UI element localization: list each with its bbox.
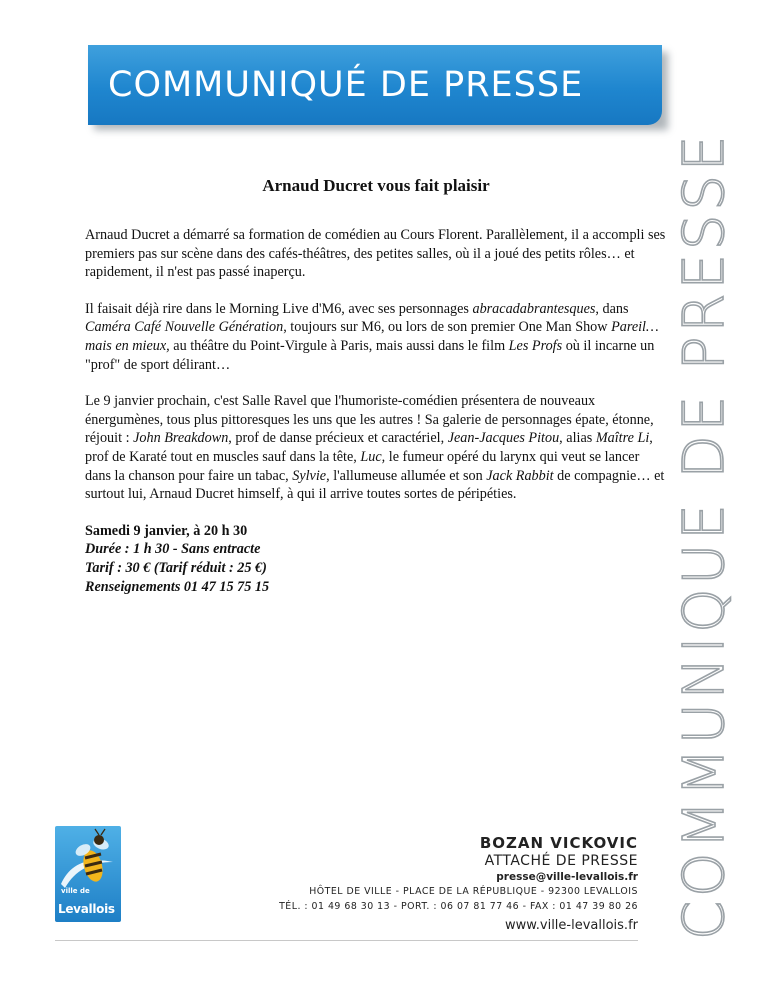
contact-name: BOZAN VICKOVIC	[479, 834, 638, 852]
text-segment: , prof de Karaté tout en muscles sauf dans la tête,	[85, 430, 653, 465]
text-segment: où il incarne un "prof" de sport délirant…	[85, 337, 655, 373]
event-duration: Durée : 1 h 30 - Sans entracte	[85, 541, 261, 558]
text-segment: , toujours sur M6, ou lors de son premier One Man Show	[283, 319, 612, 336]
paragraph-1: Arnaud Ducret a démarré sa formation de comédien au Cours Florent. Parallèlement, il a accompli ses premiers pas sur scène dans des cafés-théâtres, des petites salles, où il a joué des petits rôles… et rapidement, il n'est pas passé inaperçu.	[85, 227, 666, 281]
text-segment: , prof de danse précieux et caractériel,	[228, 430, 448, 447]
text-segment-italic: Pareil…mais en mieux,	[85, 319, 659, 354]
text-segment-italic: Maître Li	[595, 430, 650, 447]
text-segment: de compagnie… et surtout lui, Arnaud Ducret himself, à qui il arrive toutes sortes de péripéties.	[85, 467, 665, 503]
paragraph-2	[85, 300, 667, 374]
text-segment: Il faisait déjà rire dans le Morning Live d'M6, avec ses personnages	[85, 300, 473, 317]
text-segment-italic: abracadabrantesques	[472, 300, 596, 317]
event-date: Samedi 9 janvier, à 20 h 30	[85, 522, 248, 539]
text-segment: , alias	[559, 430, 596, 447]
header-banner	[88, 45, 662, 125]
event-price: Tarif : 30 € (Tarif réduit : 25 €)	[85, 559, 267, 576]
text-segment-italic: Sylvie	[292, 467, 327, 484]
banner-title: COMMUNIQUÉ DE PRESSE	[108, 65, 584, 105]
press-release-body	[85, 170, 667, 596]
text-segment-italic: Luc,	[360, 448, 386, 465]
logo-big-text: Levallois	[58, 902, 115, 916]
contact-role: ATTACHÉ DE PRESSE	[484, 853, 638, 869]
website-link[interactable]: www.ville-levallois.fr	[505, 918, 638, 933]
address-block	[242, 884, 638, 914]
event-contact: Renseignements 01 47 15 75 15	[85, 578, 270, 595]
press-contact	[480, 834, 638, 884]
levallois-logo	[55, 826, 121, 922]
text-segment-italic: Jean-Jacques Pitou	[447, 430, 560, 447]
text-segment-italic: John Breakdown	[133, 430, 229, 447]
text-segment-italic: Les Profs	[508, 337, 563, 354]
logo-small-text: ville de	[61, 887, 90, 895]
text-segment: au théâtre du Point-Virgule à Paris, mais aussi dans le film	[169, 337, 509, 354]
text-segment: Le 9 janvier prochain, c'est Salle Ravel que l'humoriste-comédien présentera de nouveaux énergumènes, tous plus pittoresques les uns que les autres ! Sa galerie de personnages épate, étonne, réjouit :	[85, 393, 654, 447]
text-segment-italic: Jack Rabbit	[486, 467, 554, 484]
article-title: Arnaud Ducret vous fait plaisir	[262, 176, 490, 195]
paragraph-3	[85, 392, 667, 504]
event-info	[85, 522, 667, 596]
address-line-1: HÔTEL DE VILLE - PLACE DE LA RÉPUBLIQUE - 92300 LEVALLOIS	[309, 886, 638, 897]
text-segment: le fumeur opéré du larynx qui veut se lancer dans la chanson pour faire un tabac,	[85, 448, 640, 484]
contact-email[interactable]: presse@ville-levallois.fr	[496, 871, 638, 883]
text-segment: , l'allumeuse allumée et son	[326, 467, 487, 484]
footer-divider	[55, 940, 638, 941]
text-segment: , dans	[595, 300, 629, 317]
text-segment-italic: Caméra Café Nouvelle Génération	[85, 319, 284, 336]
address-line-2: TÉL. : 01 49 68 30 13 - PORT. : 06 07 81 77 46 - FAX : 01 47 39 80 26	[279, 901, 638, 912]
side-vertical-text: COMMUNIQUE DE PRESSE	[672, 131, 737, 940]
